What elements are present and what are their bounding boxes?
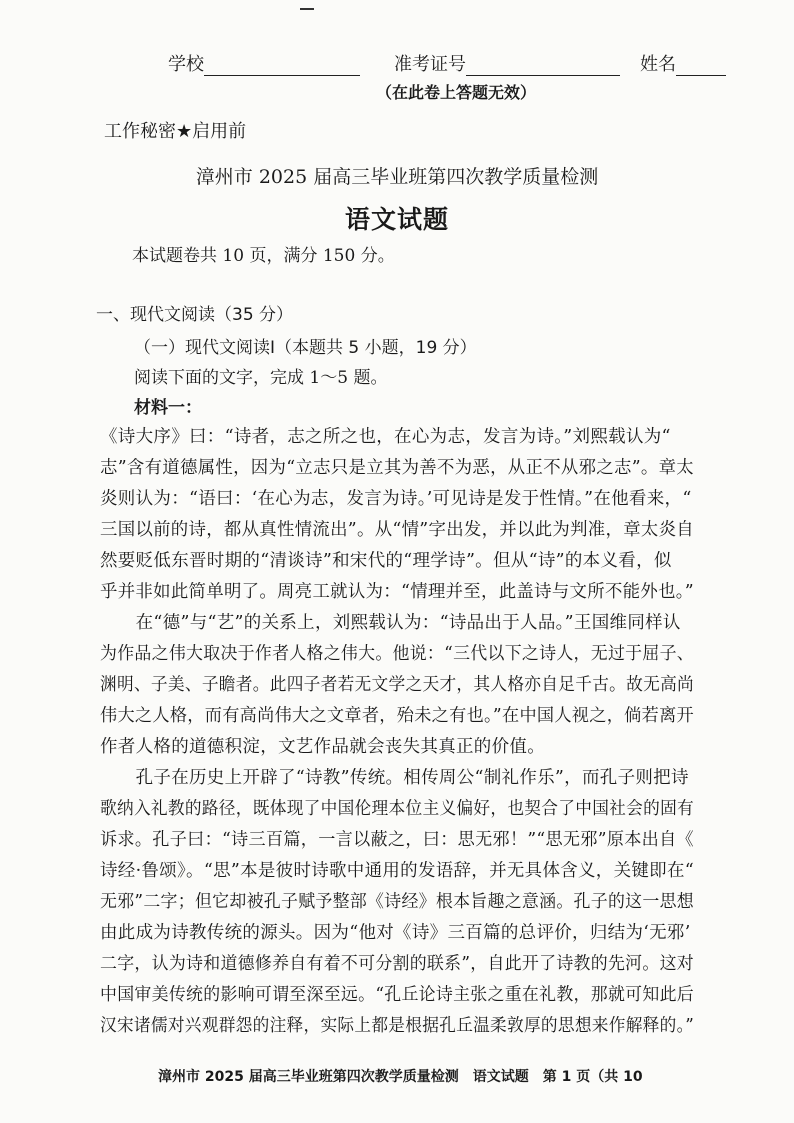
reading-instruction: 阅读下面的文字，完成 1～5 题。 xyxy=(134,368,388,388)
section-heading: 一、现代文阅读（35 分） xyxy=(96,305,294,325)
passage-line: 志”含有道德属性，因为“立志只是立其为善不为恶，从正不从邪之志”。章太 xyxy=(100,458,694,478)
scan-mark xyxy=(300,8,314,10)
passage-line: 汉宋诸儒对兴观群怨的注释，实际上都是根据孔丘温柔敦厚的思想来作解释的。” xyxy=(100,1016,695,1036)
passage-line: 三国以前的诗，都从真性情流出”。从“情”字出发，并以此为判准，章太炎自 xyxy=(100,520,694,540)
passage-line: 由此成为诗教传统的源头。因为“他对《诗》三百篇的总评价，归结为‘无邪’ xyxy=(100,923,691,943)
passage-line: 中国审美传统的影响可谓至深至远。“孔丘论诗主张之重在礼教，那就可知此后 xyxy=(100,985,694,1005)
answer-note: （在此卷上答题无效） xyxy=(376,83,537,102)
passage-line: 为作品之伟大取决于作者人格之伟大。他说：“三代以下之诗人，无过于屈子、 xyxy=(100,644,694,664)
exam-id-field[interactable] xyxy=(466,57,620,76)
passage-line: 无邪”二字；但它却被孔子赋予整部《诗经》根本旨趣之意涵。孔子的这一思想 xyxy=(100,892,694,912)
passage-line: 在“德”与“艺”的关系上，刘熙载认为：“诗品出于人品。”王国维同样认 xyxy=(100,613,681,633)
header-fields xyxy=(168,50,726,76)
passage-line: 诗经·鲁颂》。“思”本是彼时诗歌中通用的发语辞，并无具体含义，关键即在“ xyxy=(100,861,694,881)
paper-intro: 本试题卷共 10 页，满分 150 分。 xyxy=(132,246,395,266)
passage-line: 乎并非如此简单明了。周亮工就认为：“情理并至，此盖诗与文所不能外也。” xyxy=(100,582,694,602)
passage-line: 炎则认为：“语曰：‘在心为志，发言为诗。’可见诗是发于性情。”在他看来，“ xyxy=(100,489,692,509)
school-field[interactable] xyxy=(204,57,360,76)
material-label: 材料一： xyxy=(134,398,202,418)
subsection-heading: （一）现代文阅读Ⅰ（本题共 5 小题，19 分） xyxy=(134,338,477,358)
passage-line: 然要贬低东晋时期的“清谈诗”和宋代的“理学诗”。但从“诗”的本义看，似 xyxy=(100,551,672,571)
passage-line: 孔子在历史上开辟了“诗教”传统。相传周公“制礼作乐”，而孔子则把诗 xyxy=(100,768,689,788)
page-footer: 漳州市 2025 届高三毕业班第四次教学质量检测 语文试题 第 1 页（共 10 xyxy=(158,1069,643,1085)
name-label: 姓名 xyxy=(640,54,676,75)
passage-line: 诉求。孔子曰：“诗三百篇，一言以蔽之，曰：思无邪！”“思无邪”原本出自《 xyxy=(100,830,694,850)
name-field[interactable] xyxy=(676,57,726,76)
passage-line: 伟大之人格，而有高尚伟大之文章者，殆未之有也。”在中国人视之，倘若离开 xyxy=(100,706,695,726)
passage-line: 《诗大序》曰：“诗者，志之所之也，在心为志，发言为诗。”刘熙载认为“ xyxy=(100,427,671,447)
exam-id-label: 准考证号 xyxy=(394,54,466,75)
school-label: 学校 xyxy=(168,54,204,75)
passage-line: 渊明、子美、子瞻者。此四子者若无文学之天才，其人格亦自足千古。故无高尚 xyxy=(100,675,695,695)
exam-title: 漳州市 2025 届高三毕业班第四次教学质量检测 xyxy=(195,166,599,188)
passage-line: 歌纳入礼教的路径，既体现了中国伦理本位主义偏好，也契合了中国社会的固有 xyxy=(100,799,695,819)
subject-title: 语文试题 xyxy=(344,205,449,234)
confidential-mark: 工作秘密★启用前 xyxy=(104,121,247,142)
passage-line: 二字，认为诗和道德修养自有着不可分割的联系”，自此开了诗教的先河。这对 xyxy=(100,954,694,974)
passage-line: 作者人格的道德积淀，文艺作品就会丧失其真正的价值。 xyxy=(100,737,545,757)
